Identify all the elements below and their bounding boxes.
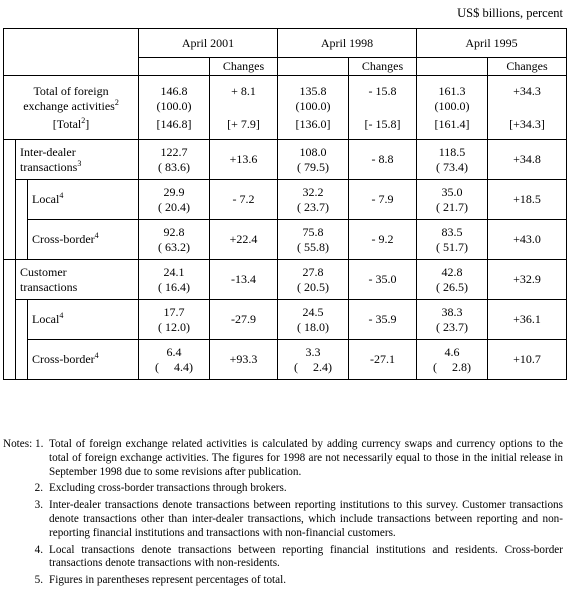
row-label: Local$^4$ (28, 180, 139, 220)
header-blank-1998 (278, 58, 349, 76)
change-cell: +43.0 (488, 220, 567, 260)
note-5 (3, 574, 563, 588)
change-cell: - 35.9 (349, 300, 417, 340)
note-text: Total of foreign exchange related activities is calculated by adding currency swaps and currency options to the total of foreign exchange activities. The figures for 1998 are not necessarily equal to those in the initial release in September 1998 due to some revisions after publication. (49, 438, 563, 478)
change-cell: - 15.8 [- 15.8] (349, 76, 417, 140)
change-cell: -27.9 (210, 300, 278, 340)
header-blank-1995 (417, 58, 488, 76)
header-period-2001: April 2001 (139, 29, 278, 58)
header-blank (4, 29, 139, 76)
value-cell: 146.8 (100.0) [146.8] (139, 76, 210, 140)
header-changes-2001: Changes (210, 58, 278, 76)
table-row-customer (4, 260, 567, 300)
value-cell: 24.1 ( 16.4) (139, 260, 210, 300)
row-label: Total of foreign exchange activities$^2$ [Total$^2$] (4, 76, 139, 140)
value-cell: 108.0 ( 79.5) (278, 140, 349, 180)
fx-activity-table (3, 28, 567, 380)
value-cell: 118.5 ( 73.4) (417, 140, 488, 180)
note-1 (3, 438, 563, 479)
change-cell: - 8.8 (349, 140, 417, 180)
change-cell: +36.1 (488, 300, 567, 340)
change-cell: - 7.9 (349, 180, 417, 220)
value-cell: 161.3 (100.0) [161.4] (417, 76, 488, 140)
value-cell: 32.2 ( 23.7) (278, 180, 349, 220)
note-3 (3, 499, 563, 540)
change-cell: +13.6 (210, 140, 278, 180)
value-cell: 92.8 ( 63.2) (139, 220, 210, 260)
indent-spacer (4, 260, 16, 380)
value-cell: 42.8 ( 26.5) (417, 260, 488, 300)
header-changes-1998: Changes (349, 58, 417, 76)
note-label: 5. (34, 574, 43, 587)
note-label: 3. (34, 499, 43, 512)
row-label: Cross-border$^4$ (28, 220, 139, 260)
value-cell: 35.0 ( 21.7) (417, 180, 488, 220)
value-cell: 6.4 ( 4.4) (139, 340, 210, 380)
value-cell: 4.6 ( 2.8) (417, 340, 488, 380)
table-row-customer-local (4, 300, 567, 340)
change-cell: +10.7 (488, 340, 567, 380)
row-label: Cross-border$^4$ (28, 340, 139, 380)
change-cell: + 8.1 [+ 7.9] (210, 76, 278, 140)
notes-section (3, 438, 563, 591)
change-cell: +34.8 (488, 140, 567, 180)
note-text: Excluding cross-border transactions through brokers. (49, 482, 287, 495)
indent-spacer (16, 180, 28, 260)
value-cell: 27.8 ( 20.5) (278, 260, 349, 300)
change-cell: -27.1 (349, 340, 417, 380)
change-cell: +34.3 [+34.3] (488, 76, 567, 140)
change-cell: +22.4 (210, 220, 278, 260)
value-cell: 75.8 ( 55.8) (278, 220, 349, 260)
note-text: Local transactions denote transactions between reporting financial institutions and residents. Cross-border transactions denote transactions with non-residents. (49, 543, 563, 570)
change-cell: +93.3 (210, 340, 278, 380)
note-text: Inter-dealer transactions denote transactions between reporting institutions to this survey. Customer transactions denote transactions other than inter-dealer transactions, which include transactions between reporting and non-reporting financial institutions and transactions with non-financial customers. (49, 499, 563, 539)
indent-spacer (16, 300, 28, 380)
header-blank-2001 (139, 58, 210, 76)
value-cell: 29.9 ( 20.4) (139, 180, 210, 220)
note-label: 2. (34, 482, 43, 495)
note-label: Notes: 1. (3, 438, 44, 450)
table-row-cross-border (4, 220, 567, 260)
row-label: Inter-dealer transactions$^3$ (16, 140, 139, 180)
header-period-1998: April 1998 (278, 29, 417, 58)
note-4 (3, 544, 563, 572)
table-row-total (4, 76, 567, 140)
row-label: Customer transactions (16, 260, 139, 300)
value-cell: 135.8 (100.0) [136.0] (278, 76, 349, 140)
header-period-1995: April 1995 (417, 29, 567, 58)
value-cell: 122.7 ( 83.6) (139, 140, 210, 180)
header-changes-1995: Changes (488, 58, 567, 76)
note-text: Figures in parentheses represent percentages of total. (49, 574, 287, 587)
value-cell: 24.5 ( 18.0) (278, 300, 349, 340)
value-cell: 3.3 ( 2.4) (278, 340, 349, 380)
value-cell: 83.5 ( 51.7) (417, 220, 488, 260)
note-label: 4. (34, 543, 43, 556)
value-cell: 17.7 ( 12.0) (139, 300, 210, 340)
change-cell: - 9.2 (349, 220, 417, 260)
table-row-local (4, 180, 567, 220)
change-cell: +32.9 (488, 260, 567, 300)
indent-spacer (4, 140, 16, 260)
row-label: Local$^4$ (28, 300, 139, 340)
note-2 (3, 482, 563, 496)
change-cell: - 7.2 (210, 180, 278, 220)
table-row-inter-dealer (4, 140, 567, 180)
change-cell: -13.4 (210, 260, 278, 300)
change-cell: +18.5 (488, 180, 567, 220)
change-cell: - 35.0 (349, 260, 417, 300)
table-row-customer-cross-border (4, 340, 567, 380)
unit-label: US$ billions, percent (457, 6, 563, 20)
value-cell: 38.3 ( 23.7) (417, 300, 488, 340)
